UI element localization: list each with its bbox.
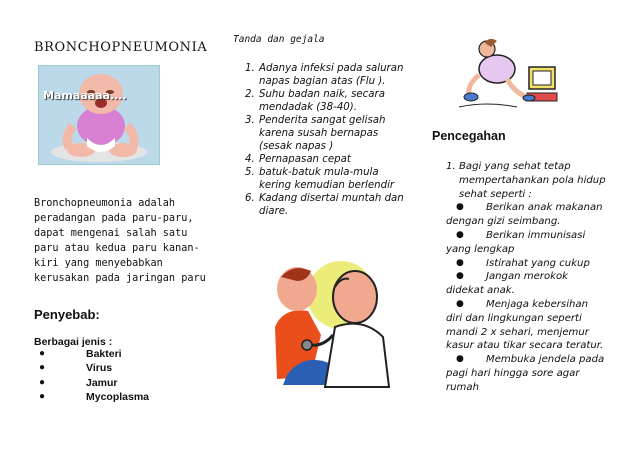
list-item: 2. Suhu badan naik, secara mendadak (38-40). — [245, 89, 385, 113]
definition-text: Bronchopneumonia adalah peradangan pada paru-paru, dapat mengenai salah satu paru atau kedua paru kanan-kiri yang menyebabkan kerusakan pada jaringan paru — [34, 198, 206, 284]
list-item: ● Bakteri — [39, 348, 122, 360]
list-item: ● Mycoplasma — [39, 390, 150, 403]
exercise-illustration — [457, 37, 562, 110]
list-item: ● Berikan immunisasi yang lengkap — [446, 229, 586, 255]
list-item: ● Istirahat yang cukup — [456, 257, 590, 269]
prevention-section — [446, 160, 606, 395]
bullet-icon: ● — [39, 376, 46, 388]
bullet-icon: ● — [39, 362, 46, 374]
penyebab-heading: Penyebab: — [34, 307, 100, 322]
doctor-illustration — [263, 257, 393, 389]
bullet-icon: ● — [456, 257, 464, 268]
symptoms-list — [245, 62, 405, 218]
bullet-icon: ● — [456, 271, 464, 282]
crying-baby-image — [38, 65, 160, 165]
list-item: 5. batuk-batuk mula-mula kering kemudian berlendir — [245, 167, 395, 191]
list-item: 1. Adanya infeksi pada saluran napas bagian atas (Flu ). — [245, 63, 404, 87]
doctor-examining-child-image — [263, 257, 393, 389]
symptoms-heading: Tanda dan gejala — [233, 34, 325, 45]
bullet-icon: ● — [456, 229, 464, 240]
cause-type-list — [34, 348, 149, 405]
prevention-intro: 1. Bagi yang sehat tetap mempertahankan pola hidup sehat seperti : — [446, 161, 606, 200]
list-item: 6. Kadang disertai muntah dan diare. — [245, 193, 404, 217]
list-item: 4. Pernapasan cepat — [245, 154, 351, 165]
leaflet-title: BRONCHOPNEUMONIA — [34, 40, 208, 55]
list-item: ● Jangan merokok didekat anak. — [446, 271, 568, 297]
types-heading: Berbagai jenis : — [34, 336, 113, 348]
image-caption: Mamaaaaa.... — [43, 89, 127, 102]
bullet-icon: ● — [456, 354, 464, 365]
crying-baby-illustration — [39, 66, 159, 164]
bullet-icon: ● — [456, 298, 464, 309]
prevention-list — [446, 201, 606, 394]
list-item: ● Menjaga kebersihan diri dan lingkungan seperti mandi 2 x sehari, menjemur kasur atau tikar secara teratur. — [446, 298, 604, 352]
bullet-icon: ● — [39, 390, 46, 402]
list-item: 3. Penderita sangat gelisah karena susah bernapas (sesak napas ) — [245, 115, 386, 152]
woman-exercising-illustration — [457, 37, 562, 110]
list-item: ● Membuka jendela pada pagi hari hingga sore agar rumah — [446, 354, 605, 393]
list-item: ● Jamur — [39, 376, 118, 389]
prevention-heading: Pencegahan — [432, 129, 506, 143]
bullet-icon: ● — [39, 348, 46, 359]
list-item: ● Berikan anak makanan dengan gizi seimbang. — [446, 202, 603, 228]
list-item: ● Virus — [39, 362, 113, 375]
bullet-icon: ● — [456, 202, 464, 213]
